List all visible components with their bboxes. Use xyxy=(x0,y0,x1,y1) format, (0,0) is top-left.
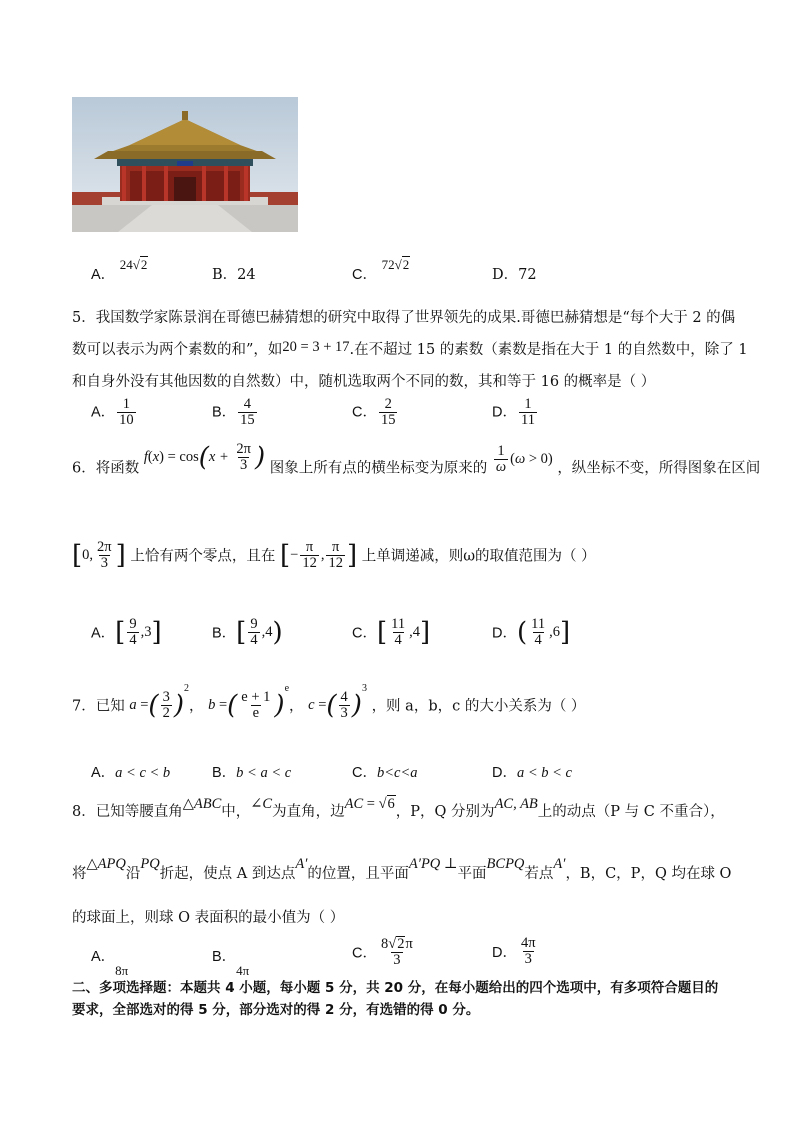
q4-option-c[interactable]: C． 72√2 xyxy=(352,257,410,283)
q6-option-d[interactable]: D．( $\frac{11}{4}$ ,6] xyxy=(492,616,571,649)
q7-option-d[interactable]: D．a < b < c xyxy=(492,765,572,781)
section-2-heading-line2: 要求，全部选对的得 5 分，部分选对的得 2 分，有选错的得 0 分。 xyxy=(72,1002,480,1018)
q8-option-a[interactable]: A．8π xyxy=(91,949,129,978)
q4-option-a[interactable]: A． 24√2 xyxy=(91,257,148,283)
q6-interval-2: [− $\frac{\pi}{12}$ , $\frac{\pi}{12}$ ] xyxy=(279,539,358,572)
q5-line2: 数可以表示为两个素数的和”，如20 = 3 + 17.在不超过 15 的素数（素数是指在大于 1 的自然数中，除了 1 xyxy=(72,339,748,358)
q7-b: b =( $\frac{e + 1}{e}$ )$^e$ xyxy=(208,683,290,722)
palace-photo xyxy=(72,97,298,232)
q5-option-c[interactable]: C． $\frac{2}{15}$ xyxy=(352,396,396,429)
q5-option-b[interactable]: B． $\frac{4}{15}$ xyxy=(212,396,255,429)
q8-option-d[interactable]: D． $\frac{4\pi}{3}$ xyxy=(492,935,536,968)
q6-option-c[interactable]: C．[ $\frac{11}{4}$ ,4] xyxy=(352,616,431,649)
q6-line1: 6．将函数 f(x) = cos(x + $\frac{2\pi}{3}$ ) 图象上所有点的横坐标变为原来的 $\frac{1}{\omega}$ (ω > 0) ，纵坐标不变，所得图象在区间 xyxy=(72,441,761,477)
q5-line1: 5．我国数学家陈景润在哥德巴赫猜想的研究中取得了世界领先的成果.哥德巴赫猜想是“每个大于 2 的偶 xyxy=(72,310,736,326)
q5-equation: 20 = 3 + 17 xyxy=(282,339,350,355)
q6-option-a[interactable]: A．[ $\frac{9}{4}$ ,3] xyxy=(91,616,162,649)
q4-option-b[interactable]: B．24 xyxy=(212,267,256,283)
q8-line2: 将△APQ沿PQ折起，使点 A 到达点A′的位置，且平面A′PQ ⊥平面BCPQ若点A′，B，C，P，Q 均在球 O xyxy=(72,856,732,882)
q7-a: a =( $\frac{3}{2}$ )$^2$ xyxy=(129,683,189,722)
q8-line3: 的球面上，则球 O 表面积的最小值为（ ） xyxy=(72,910,345,926)
q7-option-a[interactable]: A．a < c < b xyxy=(91,765,171,781)
q6-line2: [0, $\frac{2\pi}{3}$ ] 上恰有两个零点，且在 [− $\frac{\pi}{12}$ , $\frac{\pi}{12}$ ] 上单调递减，则ω的取值范围为（ ） xyxy=(72,539,596,572)
q8-line1: 8．已知等腰直角△ABC中，∠C为直角，边AC = √6，P，Q 分别为AC, AB上的动点（P 与 C 不重合）， xyxy=(72,796,725,820)
q8-option-c[interactable]: C． $\frac{8√2\pi}{3}$ xyxy=(352,936,413,969)
section-2-heading-line1: 二、多项选择题：本题共 4 小题，每小题 5 分，共 20 分，在每小题给出的四个选项中，有多项符合题目的 xyxy=(72,980,719,996)
q4-option-d[interactable]: D．72 xyxy=(492,267,537,283)
q4-option-c-value: 72√2 xyxy=(381,257,410,272)
q7-option-b[interactable]: B．b < a < c xyxy=(212,765,292,781)
q5-option-d[interactable]: D． $\frac{1}{11}$ xyxy=(492,396,535,429)
q7-line: 7．已知 a =( $\frac{3}{2}$ )$^2$， b =( $\frac{e + 1}{e}$ )$^e$， c =( $\frac{4}{3}$ )$^3$ ，则 a，b，c 的大小关系为（ ） xyxy=(72,683,586,722)
q6-option-b[interactable]: B．[ $\frac{9}{4}$ ,4) xyxy=(212,616,283,649)
q6-factor: $\frac{1}{\omega}$ (ω > 0) xyxy=(495,443,553,476)
q8-option-b[interactable]: B．4π xyxy=(212,949,250,978)
q7-option-c[interactable]: C．b<c<a xyxy=(352,765,418,781)
q4-option-a-value: 24√2 xyxy=(119,257,148,272)
q5-option-a[interactable]: A． $\frac{1}{10}$ xyxy=(91,396,134,429)
q5-line3: 和自身外没有其他因数的自然数）中，随机选取两个不同的数，其和等于 16 的概率是（ ） xyxy=(72,374,656,390)
q6-interval-1: [0, $\frac{2\pi}{3}$ ] xyxy=(72,539,126,572)
q6-function: f(x) = cos(x + $\frac{2\pi}{3}$ ) xyxy=(143,441,266,474)
q7-c: c =( $\frac{4}{3}$ )$^3$ xyxy=(308,683,367,722)
